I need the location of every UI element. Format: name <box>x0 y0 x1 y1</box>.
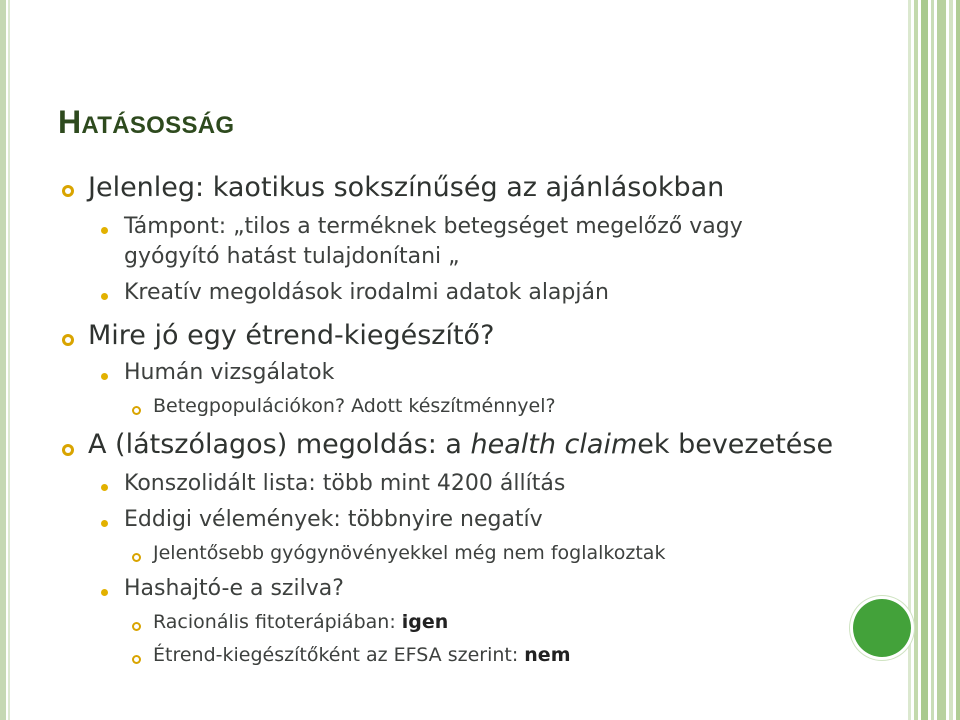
text-segment: Étrend-kiegészítőként az EFSA szerint: <box>153 644 525 666</box>
title-rest: ATÁSOSSÁG <box>81 112 235 139</box>
slide-title <box>58 104 234 141</box>
bullet-icon <box>62 444 74 456</box>
bullet-level1: Mire jó egy étrend-kiegészítő? <box>88 320 495 351</box>
title-initial: H <box>58 104 82 140</box>
left-decor-stripe-thin <box>8 0 10 720</box>
bullet-icon <box>132 553 141 562</box>
bullet-level2: Hashajtó-e a szilva? <box>124 576 344 601</box>
bullet-level3: Betegpopulációkon? Adott készítménnyel? <box>153 395 556 417</box>
emphasis-text: health claim <box>470 429 638 460</box>
bullet-level2: Konszolidált lista: több mint 4200 állítás <box>124 471 566 496</box>
bullet-icon <box>101 373 108 380</box>
right-decor-stripes <box>908 0 960 720</box>
bullet-icon <box>132 622 141 631</box>
bullet-icon <box>101 484 108 491</box>
bullet-level3 <box>153 611 448 633</box>
bullet-icon <box>101 227 108 234</box>
bullet-level2: Kreatív megoldások irodalmi adatok alapján <box>124 280 609 305</box>
bullet-icon <box>101 293 108 300</box>
bullet-level1: Jelenleg: kaotikus sokszínűség az ajánlásokban <box>88 172 725 203</box>
text-segment: A (látszólagos) megoldás: a <box>88 429 471 460</box>
bullet-level3: Jelentősebb gyógynövényekkel még nem foglalkoztak <box>153 542 666 564</box>
bold-answer: nem <box>524 644 571 666</box>
stripe <box>931 0 934 720</box>
bullet-icon <box>62 185 74 197</box>
stripe <box>937 0 946 720</box>
stripe <box>914 0 918 720</box>
text-segment: Racionális fitoterápiában: <box>153 611 402 633</box>
bullet-icon <box>101 520 108 527</box>
bullet-icon <box>62 334 74 346</box>
stripe <box>921 0 928 720</box>
bullet-icon <box>132 655 141 664</box>
bullet-level2: Támpont: „tilos a terméknek betegséget megelőző vagy <box>124 214 743 239</box>
green-circle-decoration <box>853 599 911 657</box>
bullet-level3 <box>153 644 571 666</box>
bullet-icon <box>101 589 108 596</box>
left-decor-stripe <box>0 0 6 720</box>
bullet-icon <box>132 406 141 415</box>
bullet-level2-continuation: gyógyító hatást tulajdonítani „ <box>124 244 460 269</box>
bullet-level2: Humán vizsgálatok <box>124 360 335 385</box>
bold-answer: igen <box>401 611 449 633</box>
text-segment: ek bevezetése <box>637 429 834 460</box>
stripe <box>908 0 911 720</box>
stripe <box>949 0 953 720</box>
bullet-level1 <box>88 429 833 460</box>
stripe <box>956 0 960 720</box>
bullet-level2: Eddigi vélemények: többnyire negatív <box>124 507 543 532</box>
